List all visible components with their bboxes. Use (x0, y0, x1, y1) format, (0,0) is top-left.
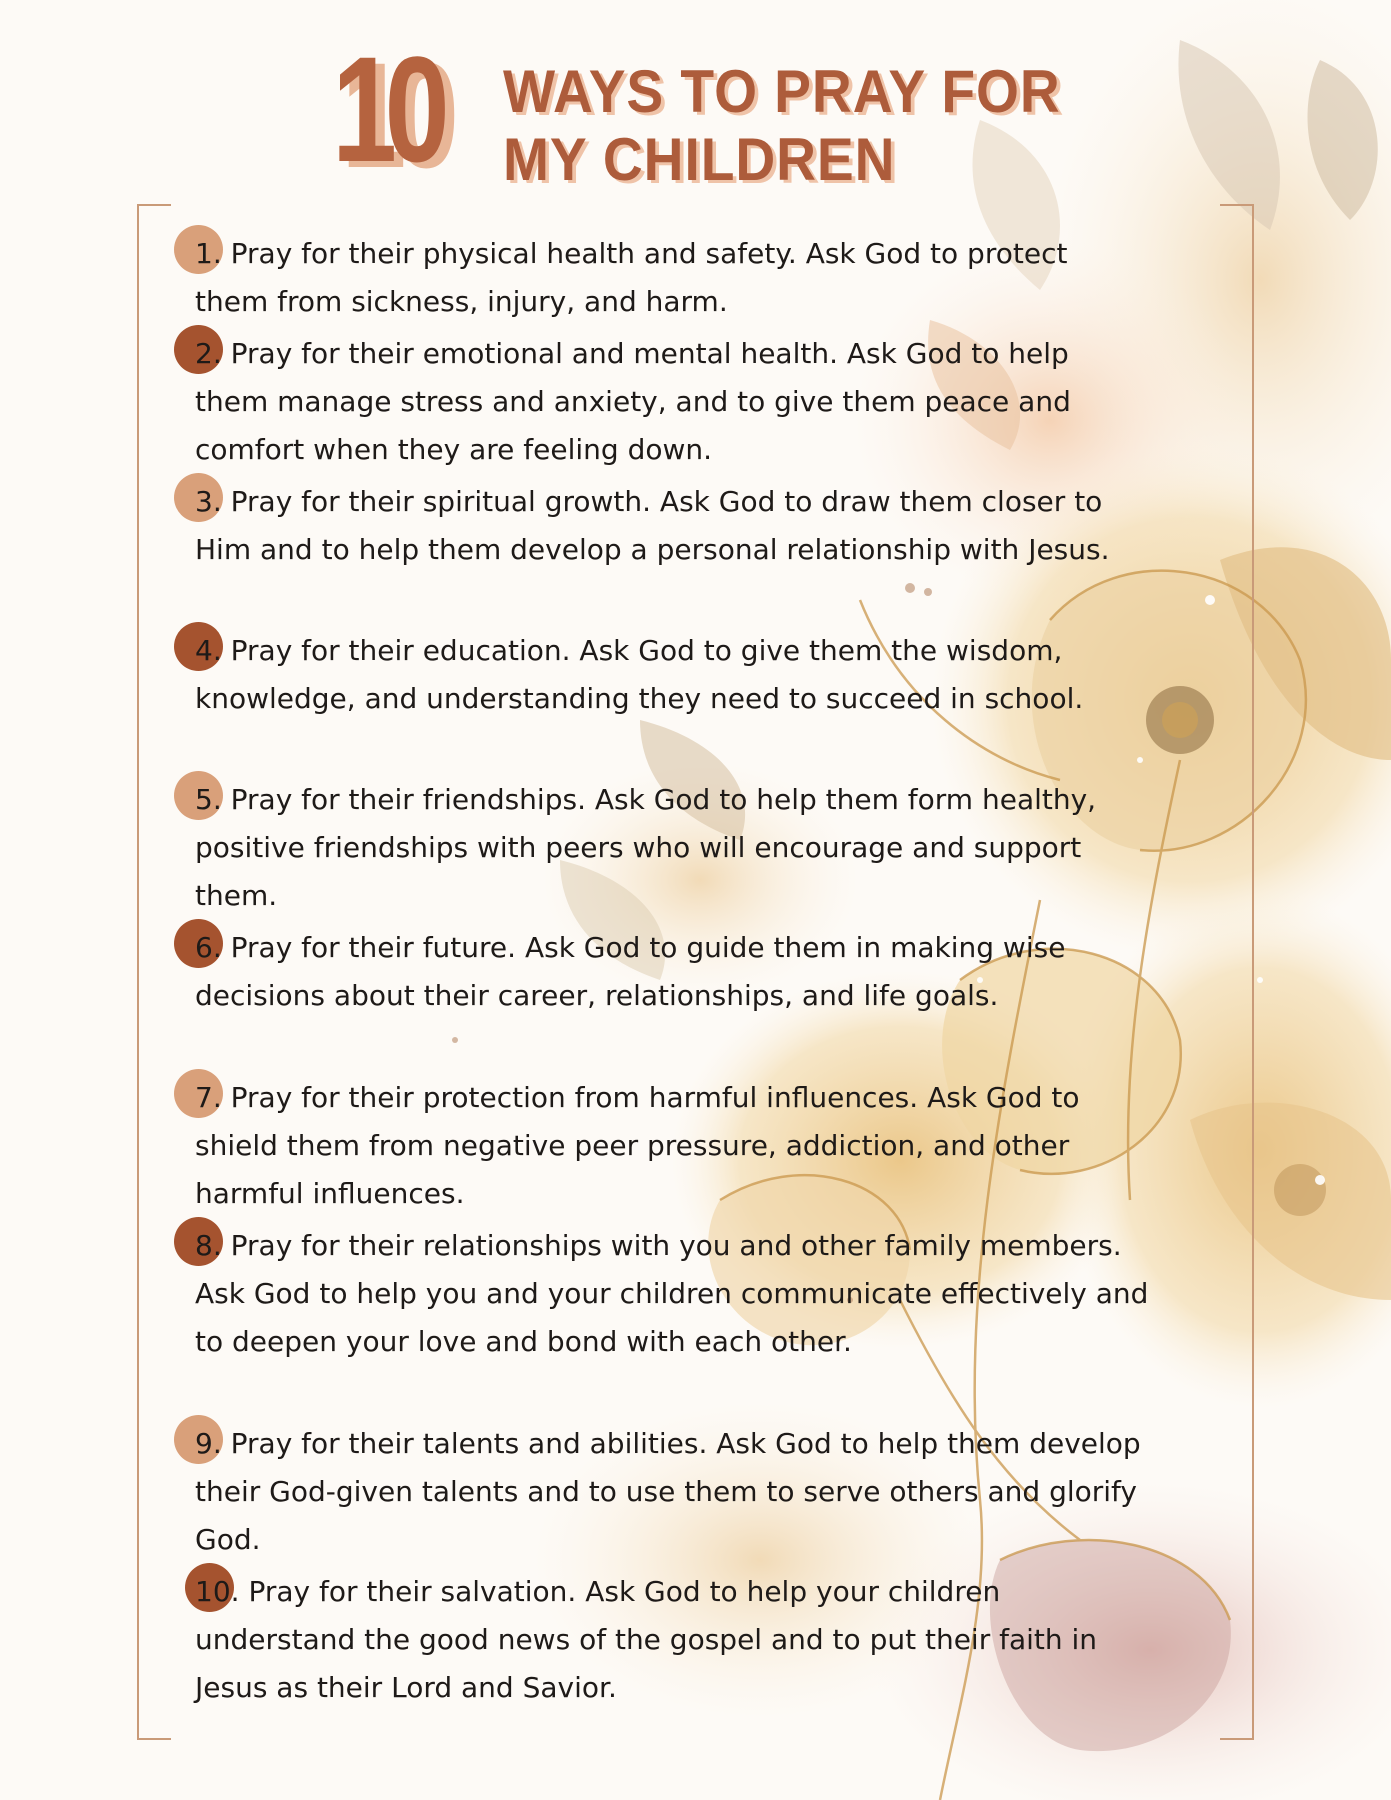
item-number-text: 3. (195, 485, 222, 518)
item-text: Pray for their talents and abilities. Ask God to help them develop (230, 1427, 1141, 1460)
item-text: Pray for their salvation. Ask God to help your children (248, 1575, 1001, 1608)
title-line-1: WAYS TO PRAY FOR (503, 58, 1061, 125)
title-number: 10 (332, 25, 438, 193)
item-line (195, 627, 1083, 675)
item-text: Pray for their relationships with you and other family members. (230, 1229, 1122, 1262)
item-line: knowledge, and understanding they need to succeed in school. (195, 682, 1084, 715)
item-line: decisions about their career, relationships, and life goals. (195, 979, 999, 1012)
item-number-text: 10. (195, 1575, 240, 1608)
item-line: to deepen your love and bond with each other. (195, 1325, 852, 1358)
item-text: Pray for their future. Ask God to guide them in making wise (230, 931, 1066, 964)
item-line: understand the good news of the gospel and to put their faith in (195, 1623, 1098, 1656)
item-number-text: 2. (195, 337, 222, 370)
item-line (195, 1568, 1097, 1616)
prayer-item-4 (195, 627, 1083, 723)
prayer-item-2 (195, 330, 1071, 474)
page-title (503, 58, 1061, 194)
item-number (195, 330, 222, 378)
item-line (195, 1222, 1148, 1270)
item-text: Pray for their spiritual growth. Ask God to draw them closer to (230, 485, 1103, 518)
item-line: their God-given talents and to use them to serve others and glorify (195, 1475, 1137, 1508)
item-text: Pray for their protection from harmful influences. Ask God to (230, 1081, 1080, 1114)
item-line: Him and to help them develop a personal relationship with Jesus. (195, 533, 1110, 566)
item-line (195, 1420, 1141, 1468)
item-text: Pray for their friendships. Ask God to help them form healthy, (230, 783, 1097, 816)
prayer-item-1 (195, 230, 1067, 326)
item-number-text: 6. (195, 931, 222, 964)
prayer-item-3 (195, 478, 1110, 574)
item-line: Ask God to help you and your children communicate effectively and (195, 1277, 1149, 1310)
prayer-item-7 (195, 1074, 1080, 1218)
item-number (195, 478, 222, 526)
item-number (195, 1074, 222, 1122)
item-number (195, 1420, 222, 1468)
item-line (195, 776, 1096, 824)
item-line: them manage stress and anxiety, and to give them peace and (195, 385, 1071, 418)
item-number-text: 9. (195, 1427, 222, 1460)
item-text: Pray for their emotional and mental health. Ask God to help (230, 337, 1069, 370)
item-line: harmful influences. (195, 1177, 465, 1210)
prayer-item-9 (195, 1420, 1141, 1564)
prayer-item-5 (195, 776, 1096, 920)
item-number-text: 7. (195, 1081, 222, 1114)
item-number (195, 1568, 240, 1616)
item-text: Pray for their physical health and safety. Ask God to protect (230, 237, 1068, 270)
item-line: them. (195, 879, 278, 912)
item-number-text: 8. (195, 1229, 222, 1262)
right-bracket-border (1220, 204, 1254, 1740)
item-number (195, 627, 222, 675)
item-line (195, 330, 1071, 378)
left-bracket-border (137, 204, 171, 1740)
item-line: positive friendships with peers who will encourage and support (195, 831, 1082, 864)
item-line (195, 478, 1110, 526)
item-line (195, 230, 1067, 278)
item-line (195, 1074, 1080, 1122)
item-line (195, 924, 1065, 972)
item-line: God. (195, 1523, 261, 1556)
prayer-item-10 (195, 1568, 1097, 1712)
prayer-item-8 (195, 1222, 1148, 1366)
item-line: comfort when they are feeling down. (195, 433, 713, 466)
item-number-text: 1. (195, 237, 222, 270)
item-number (195, 776, 222, 824)
title-line-2: MY CHILDREN (503, 126, 896, 193)
item-number-text: 5. (195, 783, 222, 816)
item-line: shield them from negative peer pressure, addiction, and other (195, 1129, 1070, 1162)
item-number (195, 924, 222, 972)
item-line: them from sickness, injury, and harm. (195, 285, 728, 318)
item-number (195, 1222, 222, 1270)
item-number-text: 4. (195, 634, 222, 667)
prayer-item-6 (195, 924, 1065, 1020)
item-number (195, 230, 222, 278)
item-text: Pray for their education. Ask God to give them the wisdom, (230, 634, 1063, 667)
item-line: Jesus as their Lord and Savior. (195, 1671, 617, 1704)
